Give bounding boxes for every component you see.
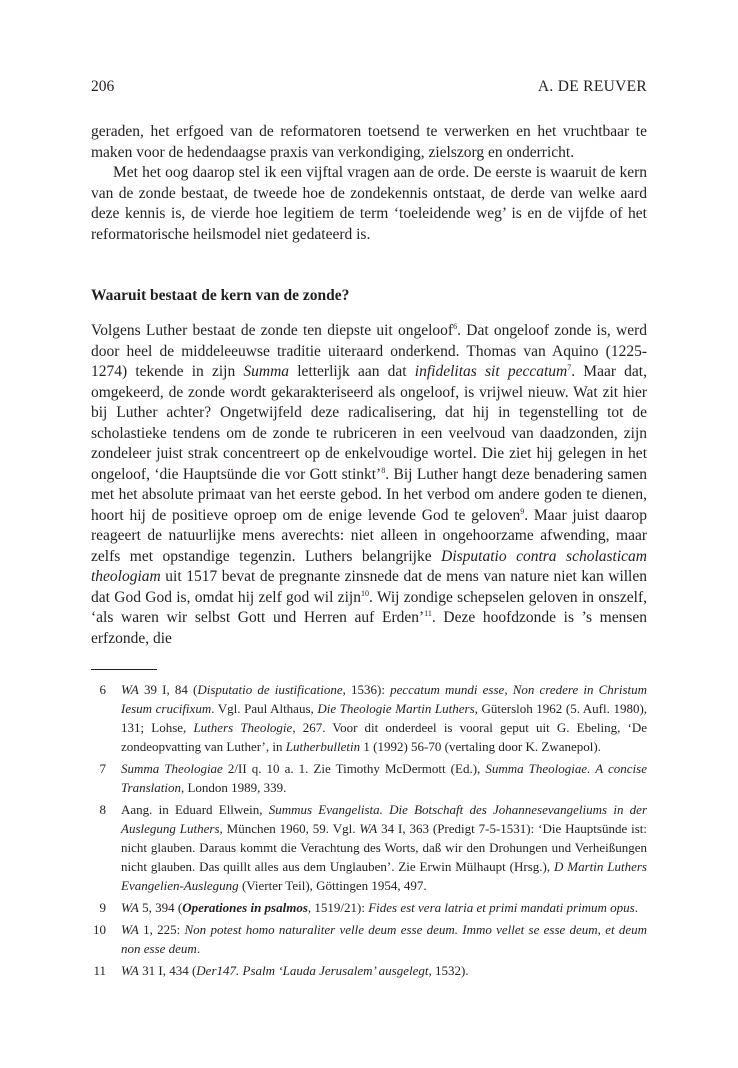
italic-run: WA (121, 922, 139, 937)
italic-run: Luthers Theologie (193, 720, 293, 735)
footnote-ref-6: 6 (453, 322, 458, 331)
footnote-ref-7: 7 (567, 363, 572, 372)
text-run: 2/II q. 10 a. 1. Zie Timothy McDermott (Ed.), (222, 761, 486, 776)
footnote-number: 8 (99, 802, 106, 817)
footnote-number: 11 (93, 963, 106, 978)
text-run: . Bij Luther hangt deze benadering samen met het absolute primaat van het eerste gebod. In het verbod om andere goden te dienen, hoort hij de positieve oproep om de enige levende God te geloven (91, 465, 647, 524)
running-head-author: A. DE REUVER (537, 78, 647, 95)
text-run: (Vierter Teil), Göttingen 1954, 497. (238, 878, 427, 893)
text-run: letterlijk aan dat (289, 363, 415, 380)
italic-run: Fides est vera latria et primi mandati primum opus (368, 900, 635, 915)
intro-paragraph-2: Met het oog daarop stel ik een vijftal vragen aan de orde. De eerste is waaruit de kern van de zonde bestaat, de tweede hoe de zondekennis ontstaat, de derde van welke aard deze kennis is, de vierde hoe legitiem de term ‘toeleidende weg’ is en de vijfde of het reformatorische heilsmodel niet gedateerd is. (91, 164, 647, 243)
text-run: , München 1960, 59. Vgl. (219, 821, 360, 836)
italic-run: Non potest homo naturaliter velle deum esse deum. Immo vellet se esse deum, et deum non esse deum (121, 922, 647, 956)
text-run: 5, 394 ( (138, 900, 183, 915)
italic-run: infidelitas sit peccatum (414, 363, 568, 380)
text-run: 31 I, 434 ( (138, 963, 197, 978)
italic-run: D Martin Luthers Evangelien-Auslegung (121, 859, 647, 893)
text-run: , 267. Voor dit onderdeel is vooral geput uit G. Ebeling, ‘De zondeopvatting van Luther’, in (121, 720, 647, 754)
footnote-number: 10 (93, 922, 106, 937)
footnote-number: 6 (99, 682, 106, 697)
text-run: . Deze hoofdzonde is ’s mensen erfzonde, die (91, 609, 647, 647)
italic-run: Non credere in Christum Iesum crucifixum (121, 682, 648, 716)
running-header (91, 78, 647, 100)
text-run: 39 I, 84 ( (138, 682, 198, 697)
intro-text (91, 122, 647, 246)
section-body (91, 321, 647, 649)
text-run: , 1519/21): (307, 900, 369, 915)
italic-run: WA (121, 682, 139, 697)
footnote-10 (91, 920, 647, 958)
footnote-6 (91, 680, 647, 756)
footnote-number: 9 (99, 900, 106, 915)
italic-run: Disputatio de iustificatione (197, 682, 343, 697)
italic-run: Summa Theologiae (121, 761, 223, 776)
book-page (91, 0, 647, 1068)
footnotes (91, 680, 647, 983)
italic-run: Summa (243, 363, 290, 380)
footnote-ref-9: 9 (520, 506, 525, 516)
text-run: . Dat ongeloof zonde is, werd door heel de middeleeuwse traditie uiteraard onderkend. Thomas van Aquino (1225-1274) tekende in zijn (91, 322, 648, 380)
italic-run: Lutherbulletin (285, 739, 361, 754)
section-heading: Waaruit bestaat de kern van de zonde? (91, 287, 350, 304)
page-number: 206 (91, 78, 115, 95)
italic-run: WA (359, 821, 378, 836)
text-run: 1, 225: (138, 922, 185, 937)
footnote-ref-8: 8 (381, 465, 386, 475)
text-run: uit 1517 bevat de pregnante zinsnede dat de mens van nature niet kan willen dat God God is, omdat hij zelf god wil zijn (91, 568, 647, 606)
footnote-11 (91, 961, 647, 980)
text-run: , London 1989, 339. (180, 780, 287, 795)
text-run: . Maar dat, omgekeerd, de zonde wordt gekarakteriseerd als ongeloof, is vrijwel nieuw. Wat zit hier bij Luther achter? Ongetwijfeld deze radicalisering, dat hij in tegenstelling tot de scholastieke tendens om de zonde te rubriceren in een veelvoud van daadzonden, zijn zondeleer juist strak concentreert op de enkelvoudige wortel. Die ziet hij gelegen in het ongeloof, ‘die Hauptsünde die vor Gott stinkt’ (91, 363, 647, 483)
section-paragraph (91, 321, 647, 649)
text-run: Volgens Luther bestaat de zonde ten diepste uit ongeloof (91, 322, 454, 339)
text-run: Aang. in Eduard Ellwein, (121, 802, 269, 817)
text-run: . (196, 941, 201, 956)
text-run: . Vgl. Paul Althaus, (211, 701, 318, 716)
italic-run: Summus Evangelista. Die Botschaft des Johannesevangeliums in der Auslegung Luthers (121, 802, 648, 836)
text-run: 34 I, 363 (Predigt 7-5-1531): ‘Die Hauptsünde ist: nicht glauben. Daraus kommt die Verachtung des Worts, daß wir den Drohungen und Verheißungen nicht glauben. Das quillt alles aus dem Unglauben’. Zie Erwin Mülhaupt (Hrsg.), (121, 821, 647, 874)
italic-run: peccatum mundi esse (390, 682, 505, 697)
text-run: , (504, 682, 513, 697)
text-run: . (634, 900, 638, 915)
footnote-9 (91, 898, 647, 917)
footnote-ref-10: 10 (360, 588, 369, 598)
italic-run: WA (121, 963, 139, 978)
italic-run: Summa Theologiae. A concise Translation (121, 761, 647, 795)
text-run: . Wij zondige schepselen geloven in onszelf, ‘als waren wir selbst Gott und Herren auf Erden’ (91, 588, 647, 626)
footnote-separator (91, 669, 157, 670)
text-run: , 1536): (342, 682, 391, 697)
italic-run: WA (121, 900, 139, 915)
text-run: , Gütersloh 1962 (5. Aufl. 1980), 131; Lohse, (121, 701, 648, 735)
intro-paragraph-1: geraden, het erfgoed van de reformatoren toetsend te verwerken en het vruchtbaar te maken voor de hedendaagse praxis van verkondiging, zielszorg en onderricht. (91, 123, 647, 161)
text-run: 1 (1992) 56-70 (vertaling door K. Zwanepol). (360, 739, 601, 754)
footnote-number: 7 (99, 761, 106, 776)
footnote-8 (91, 800, 647, 895)
italic-run: Die Theologie Martin Luthers (317, 701, 475, 716)
italic-run: Disputatio contra scholasticam theologiam (91, 547, 647, 585)
text-run: , 1532). (428, 963, 469, 978)
italic-run: Operationes in psalmos (182, 900, 308, 915)
footnote-ref-11: 11 (424, 609, 432, 618)
text-run: . Maar juist daarop reageert de natuurlijke mens averechts: niet alleen in ongehoorzame afwending, maar zelfs met opstandige tegenzin. Luthers belangrijke (91, 506, 648, 565)
italic-run: Der147. Psalm ‘Lauda Jerusalem’ ausgelegt (196, 963, 429, 978)
footnote-7 (91, 759, 647, 797)
